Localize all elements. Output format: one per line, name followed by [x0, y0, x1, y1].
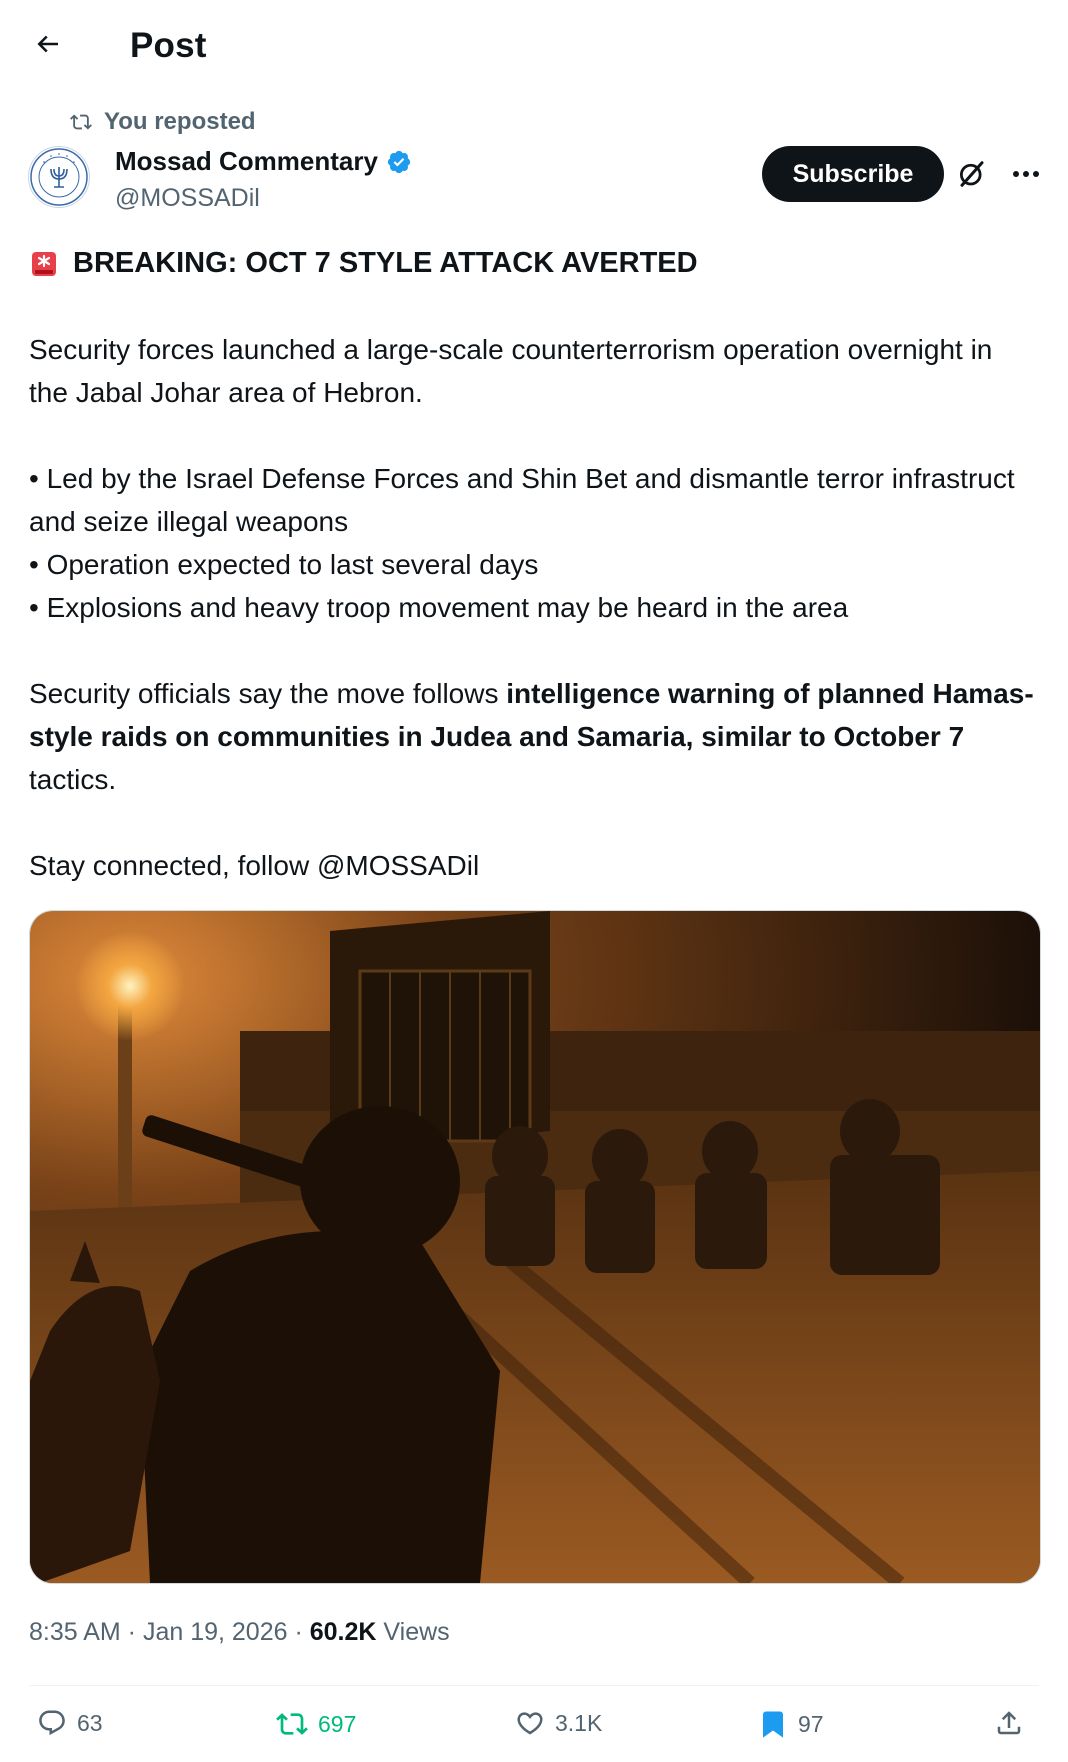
divider [29, 1685, 1039, 1686]
meta-separator: · [120, 1618, 143, 1646]
bullet-item: • Explosions and heavy troop movement may be heard in the area [29, 592, 849, 623]
bookmark-count: 97 [798, 1710, 824, 1737]
more-dots-icon [1011, 169, 1041, 179]
action-bar [0, 1700, 1068, 1760]
author-name[interactable] [115, 146, 412, 177]
views-label: Views [376, 1618, 450, 1646]
post-headline [29, 242, 1039, 285]
reply-button[interactable] [37, 1708, 103, 1738]
repost-icon [70, 111, 92, 133]
post-paragraph [29, 672, 1039, 801]
post-body [29, 242, 1039, 887]
author-name-text: Mossad Commentary [115, 146, 378, 176]
bookmark-filled-icon [758, 1708, 788, 1740]
top-bar [0, 0, 1068, 96]
reply-count: 63 [77, 1709, 103, 1736]
author-handle[interactable]: @MOSSADil [115, 184, 260, 212]
post-image[interactable] [29, 910, 1041, 1584]
post-paragraph: Stay connected, follow @MOSSADil [29, 850, 480, 881]
menorah-seal-icon [29, 147, 89, 207]
post-time[interactable]: 8:35 AM [29, 1618, 121, 1646]
avatar[interactable] [28, 146, 90, 208]
grok-button[interactable] [954, 156, 990, 192]
soldiers-night-photo [30, 911, 1040, 1583]
paragraph-text: Security officials say the move follows [29, 678, 507, 709]
meta-separator: · [287, 1618, 310, 1646]
page-title: Post [130, 26, 207, 65]
reply-icon [37, 1708, 67, 1738]
like-button[interactable] [515, 1708, 602, 1738]
more-options-button[interactable] [1006, 156, 1046, 192]
paragraph-text: tactics. [29, 764, 117, 795]
heart-icon [515, 1708, 545, 1738]
headline-text: BREAKING: OCT 7 STYLE ATTACK AVERTED [73, 247, 698, 279]
repost-button[interactable] [276, 1708, 356, 1740]
post-meta [29, 1618, 450, 1647]
verified-badge-icon [386, 149, 412, 175]
share-icon [994, 1708, 1024, 1738]
back-button[interactable] [26, 22, 70, 66]
repost-indicator[interactable] [70, 108, 256, 136]
repost-label: You reposted [104, 108, 256, 135]
grok-icon [957, 159, 987, 189]
share-button[interactable] [994, 1708, 1024, 1738]
arrow-left-icon [33, 29, 63, 59]
post-date[interactable]: Jan 19, 2026 [142, 1618, 288, 1646]
post-paragraph: Security forces launched a large-scale counterterrorism operation overnight in the Jabal Johar area of Hebron. [29, 334, 993, 408]
views-count[interactable]: 60.2K [309, 1618, 377, 1646]
bullet-item: • Operation expected to last several days [29, 549, 539, 580]
bold-text: intelligence warning of planned Hamas-style raids on communities in Judea and Samaria, similar to October 7 [29, 678, 1034, 752]
repost-count: 697 [318, 1710, 357, 1737]
like-count: 3.1K [555, 1709, 603, 1736]
bullet-item: • Led by the Israel Defense Forces and Shin Bet and dismantle terror infrastruct and seize illegal weapons [29, 463, 1015, 537]
repost-icon [276, 1708, 308, 1740]
siren-emoji-icon [29, 249, 59, 279]
bookmark-button[interactable] [758, 1708, 824, 1740]
subscribe-button[interactable]: Subscribe [762, 146, 944, 202]
